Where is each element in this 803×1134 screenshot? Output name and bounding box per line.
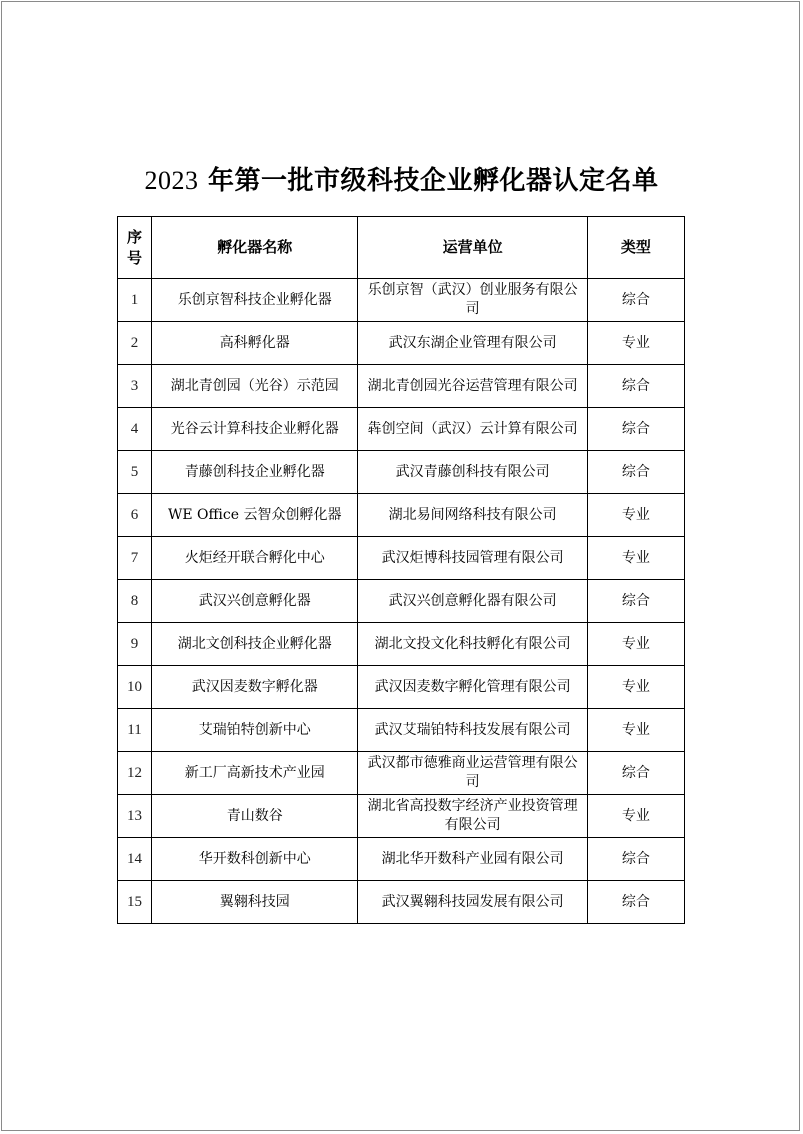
cell-no: 3: [118, 365, 152, 408]
cell-no: 2: [118, 322, 152, 365]
cell-name: 光谷云计算科技企业孵化器: [152, 408, 358, 451]
cell-operator: 武汉都市德雅商业运营管理有限公司: [358, 752, 587, 795]
cell-name: 湖北文创科技企业孵化器: [152, 623, 358, 666]
cell-name: 武汉兴创意孵化器: [152, 580, 358, 623]
cell-type: 专业: [587, 322, 684, 365]
cell-operator: 犇创空间（武汉）云计算有限公司: [358, 408, 587, 451]
table-row: [118, 365, 685, 408]
cell-name: 湖北青创园（光谷）示范园: [152, 365, 358, 408]
cell-operator: 武汉东湖企业管理有限公司: [358, 322, 587, 365]
cell-name: 翼翱科技园: [152, 881, 358, 924]
cell-name: 火炬经开联合孵化中心: [152, 537, 358, 580]
cell-type: 专业: [587, 623, 684, 666]
cell-type: 综合: [587, 408, 684, 451]
cell-type: 综合: [587, 451, 684, 494]
table-row: [118, 580, 685, 623]
cell-operator: 乐创京智（武汉）创业服务有限公司: [358, 279, 587, 322]
header-type: 类型: [587, 217, 684, 279]
cell-no: 1: [118, 279, 152, 322]
cell-type: 综合: [587, 838, 684, 881]
cell-name: 艾瑞铂特创新中心: [152, 709, 358, 752]
cell-type: 专业: [587, 709, 684, 752]
cell-no: 14: [118, 838, 152, 881]
cell-type: 综合: [587, 752, 684, 795]
cell-name: 武汉因麦数字孵化器: [152, 666, 358, 709]
cell-operator: 湖北华开数科产业园有限公司: [358, 838, 587, 881]
cell-name: 乐创京智科技企业孵化器: [152, 279, 358, 322]
cell-type: 综合: [587, 881, 684, 924]
cell-operator: 湖北文投文化科技孵化有限公司: [358, 623, 587, 666]
cell-type: 专业: [587, 795, 684, 838]
table-row: [118, 623, 685, 666]
table-row: [118, 408, 685, 451]
header-no: 序号: [118, 217, 152, 279]
cell-operator: 武汉兴创意孵化器有限公司: [358, 580, 587, 623]
cell-no: 15: [118, 881, 152, 924]
cell-operator: 武汉炬博科技园管理有限公司: [358, 537, 587, 580]
cell-type: 综合: [587, 580, 684, 623]
cell-operator: 武汉艾瑞铂特科技发展有限公司: [358, 709, 587, 752]
table-row: [118, 537, 685, 580]
cell-name: 青山数谷: [152, 795, 358, 838]
cell-type: 专业: [587, 537, 684, 580]
table-row: [118, 881, 685, 924]
cell-no: 13: [118, 795, 152, 838]
table-row: [118, 322, 685, 365]
cell-no: 4: [118, 408, 152, 451]
table-row: [118, 279, 685, 322]
table-body: [118, 279, 685, 924]
table-row: [118, 494, 685, 537]
table-row: [118, 666, 685, 709]
cell-type: 综合: [587, 279, 684, 322]
table-row: [118, 709, 685, 752]
cell-name: 青藤创科技企业孵化器: [152, 451, 358, 494]
cell-no: 6: [118, 494, 152, 537]
cell-type: 专业: [587, 494, 684, 537]
cell-operator: 湖北省高投数字经济产业投资管理有限公司: [358, 795, 587, 838]
cell-name: 高科孵化器: [152, 322, 358, 365]
cell-operator: 武汉因麦数字孵化管理有限公司: [358, 666, 587, 709]
table-row: [118, 795, 685, 838]
cell-type: 综合: [587, 365, 684, 408]
table-row: [118, 838, 685, 881]
cell-no: 7: [118, 537, 152, 580]
cell-type: 专业: [587, 666, 684, 709]
incubator-table: [117, 216, 685, 924]
table-row: [118, 451, 685, 494]
cell-name: 华开数科创新中心: [152, 838, 358, 881]
cell-no: 10: [118, 666, 152, 709]
table-row: [118, 752, 685, 795]
cell-operator: 武汉青藤创科技有限公司: [358, 451, 587, 494]
cell-operator: 湖北青创园光谷运营管理有限公司: [358, 365, 587, 408]
cell-no: 8: [118, 580, 152, 623]
header-operator: 运营单位: [358, 217, 587, 279]
title-text: 年第一批市级科技企业孵化器认定名单: [208, 166, 659, 196]
cell-no: 12: [118, 752, 152, 795]
table-header-row: [118, 217, 685, 279]
page-title: [0, 160, 803, 197]
cell-name: 新工厂高新技术产业园: [152, 752, 358, 795]
cell-operator: 湖北易间网络科技有限公司: [358, 494, 587, 537]
cell-operator: 武汉翼翱科技园发展有限公司: [358, 881, 587, 924]
header-name: 孵化器名称: [152, 217, 358, 279]
title-year: 2023: [144, 166, 199, 195]
cell-no: 9: [118, 623, 152, 666]
cell-no: 5: [118, 451, 152, 494]
cell-no: 11: [118, 709, 152, 752]
cell-name: WE Office 云智众创孵化器: [152, 494, 358, 537]
